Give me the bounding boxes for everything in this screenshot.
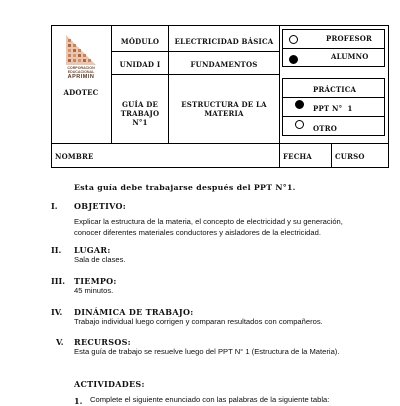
- activity-1-text: Complete el siguiente enunciado con las palabras de la siguiente tabla:: [90, 395, 330, 404]
- type-box-divider2: [282, 116, 385, 117]
- guia-label: [112, 100, 168, 127]
- section-2-number: II.: [51, 245, 62, 255]
- logo-caption: [56, 66, 106, 74]
- fecha-label: FECHA: [283, 152, 312, 161]
- role-alumno-label: ALUMNO: [331, 52, 369, 61]
- section-5-number: V.: [56, 337, 64, 347]
- type-otro-label: OTRO: [313, 124, 338, 133]
- table-border-right: [388, 25, 389, 168]
- section-3-body: 45 minutos.: [74, 286, 114, 295]
- type-practica-label: PRÁCTICA: [313, 85, 357, 94]
- school-name: ADOTEC: [63, 88, 99, 97]
- logo-triangle-icon: [64, 33, 98, 67]
- section-3-title: TIEMPO:: [74, 276, 117, 286]
- section-2-title: LUGAR:: [74, 245, 111, 255]
- table-divider-row2: [111, 74, 279, 75]
- modulo-label: MÓDULO: [120, 37, 160, 46]
- section-2-body: Sala de clases.: [74, 255, 126, 264]
- table-divider-row1: [111, 51, 279, 52]
- section-1-body: [74, 216, 394, 238]
- role-box-divider: [282, 48, 385, 49]
- table-border-bottom: [51, 167, 389, 168]
- logo-line1: CORPORACION: [67, 66, 95, 70]
- section-1-line1: Explicar la estructura de la materia, el concepto de electricidad y su generación,: [74, 217, 343, 226]
- intro-text: Esta guía debe trabajarse después del PPT N°1.: [74, 183, 296, 192]
- activity-1-number: 1.: [74, 396, 83, 406]
- logo-line3: APRIMIN: [67, 74, 95, 80]
- guia-value-line2: MATERIA: [204, 109, 244, 118]
- table-divider-col3: [279, 25, 280, 168]
- modulo-value: ELECTRICIDAD BÁSICA: [174, 37, 274, 46]
- section-4-number: IV.: [51, 307, 63, 317]
- curso-label: CURSO: [335, 152, 365, 161]
- unidad-value: FUNDAMENTOS: [190, 60, 258, 69]
- role-alumno-radio[interactable]: [289, 55, 298, 64]
- type-otro-radio[interactable]: [295, 120, 304, 129]
- type-ppt-radio[interactable]: [295, 100, 304, 109]
- unidad-label: UNIDAD I: [119, 60, 161, 69]
- section-4-body: Trabajo individual luego corrigen y comparan resultados con compañeros.: [74, 317, 323, 326]
- section-5-body: Esta guía de trabajo se resuelve luego del PPT N° 1 (Estructura de la Materia).: [74, 347, 340, 356]
- table-divider-nombre: [51, 143, 389, 144]
- type-ppt-label: PPT N° 1: [313, 104, 353, 113]
- section-1-title: OBJETIVO:: [74, 201, 126, 211]
- activities-title: ACTIVIDADES:: [74, 379, 145, 389]
- section-1-line2: conocer diferentes materiales conductores y aisladores de la electricidad.: [74, 228, 321, 237]
- guia-label-line1: GUÍA DE: [121, 100, 159, 109]
- section-1-number: I.: [51, 201, 58, 211]
- table-divider-fecha-curso: [331, 143, 332, 168]
- table-border-top: [51, 25, 389, 26]
- role-profesor-radio[interactable]: [289, 35, 298, 44]
- nombre-label: NOMBRE: [55, 152, 94, 161]
- type-box-divider1: [282, 97, 385, 98]
- logo-line2: EDUCACIONAL: [67, 70, 95, 74]
- section-3-number: III.: [51, 276, 66, 286]
- guia-value-line1: ESTRUCTURA DE LA: [181, 100, 267, 109]
- guia-label-line2: TRABAJO N°1: [120, 109, 160, 127]
- role-profesor-label: PROFESOR: [326, 34, 373, 43]
- guia-value: [169, 100, 279, 118]
- section-5-title: RECURSOS:: [74, 337, 131, 347]
- section-4-title: DINÁMICA DE TRABAJO:: [74, 307, 194, 317]
